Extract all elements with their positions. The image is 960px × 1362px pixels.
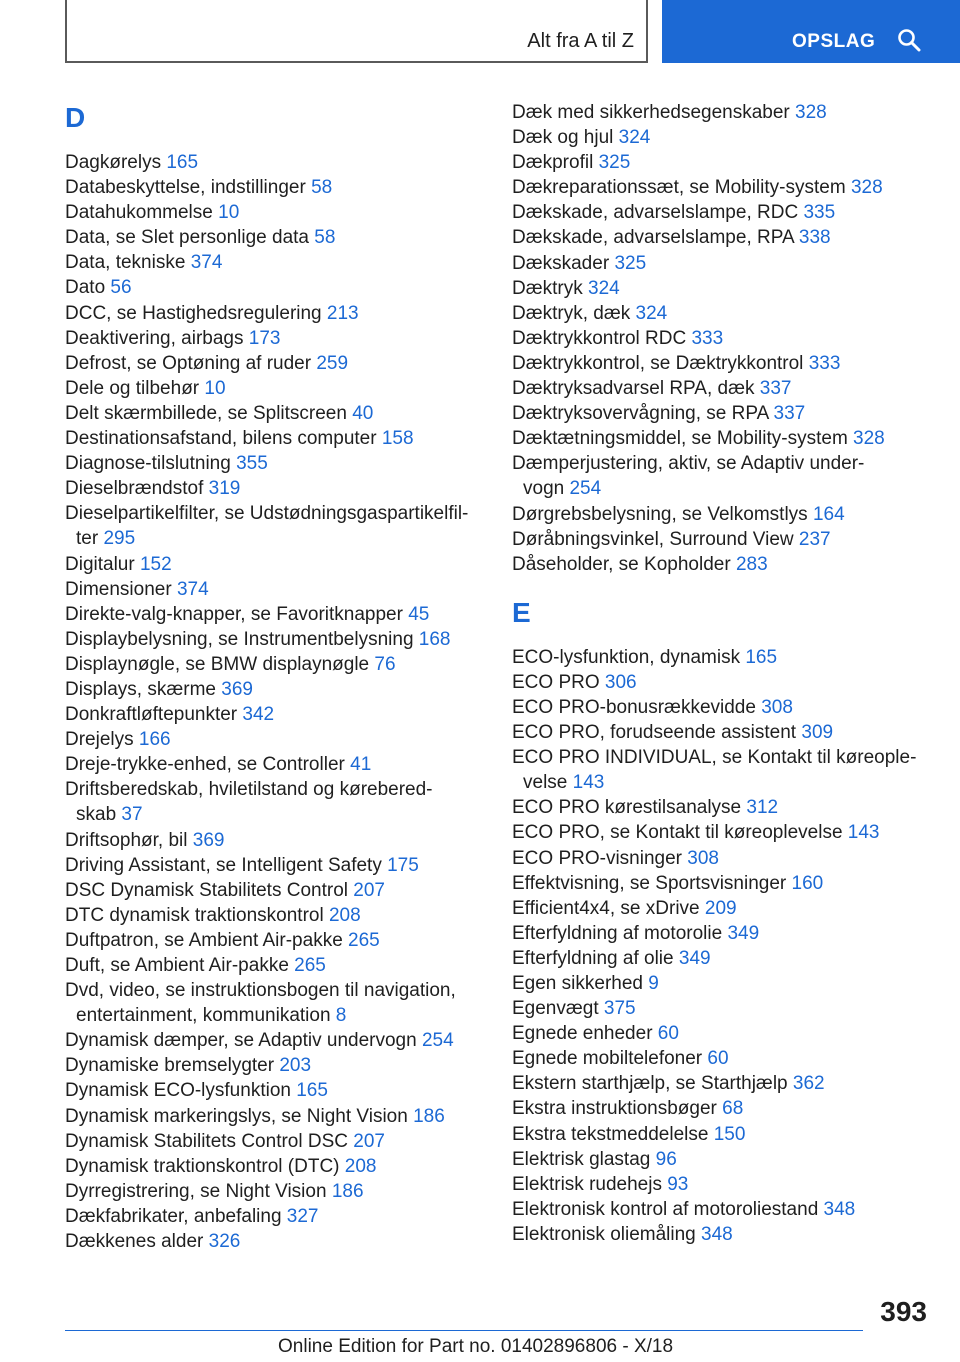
index-entry-text: Dynamisk markeringslys, se Night Vision xyxy=(65,1105,408,1127)
index-entry-page-link[interactable]: 186 xyxy=(331,1180,364,1202)
index-entry-text: ECO-lysfunktion, dynamisk xyxy=(512,646,741,668)
index-entry-page-link[interactable]: 333 xyxy=(691,327,724,349)
index-entry-page-link[interactable]: 60 xyxy=(657,1023,679,1045)
index-entry xyxy=(65,1154,485,1179)
index-entry xyxy=(65,351,485,376)
index-entry-text: Dyrregistrering, se Night Vision xyxy=(65,1180,327,1202)
index-entry-text: DSC Dynamisk Stabilitets Control xyxy=(65,879,348,901)
index-entry-text: Efficient4x4, se xDrive xyxy=(512,897,700,919)
entry-list-d xyxy=(65,150,485,1254)
index-entry-page-link[interactable]: 158 xyxy=(381,428,414,450)
index-entry xyxy=(512,1122,932,1147)
index-entry-text: Dvd, video, se instruktionsbogen til navigation, entertainment, kommunikation xyxy=(65,980,456,1027)
index-entry xyxy=(65,1053,485,1078)
index-tab-label: Alt fra A til Z xyxy=(527,30,634,52)
index-entry-text: Dæktryk, dæk xyxy=(512,302,631,324)
index-entry-page-link[interactable]: 348 xyxy=(701,1223,733,1245)
index-entry-text: Dimensioner xyxy=(65,578,172,600)
index-entry-page-link[interactable]: 56 xyxy=(110,277,132,299)
index-entry xyxy=(512,946,932,971)
index-entry xyxy=(65,928,485,953)
index-entry-text: Data, se Slet personlige data xyxy=(65,227,309,249)
index-entry-page-link[interactable]: 173 xyxy=(248,327,281,349)
index-entry xyxy=(65,275,485,300)
index-entry-text: Dørgrebsbelysning, se Velkomstlys xyxy=(512,503,808,525)
index-entry-text: ECO PRO xyxy=(512,671,600,693)
index-entry-page-link[interactable]: 369 xyxy=(192,829,225,851)
index-entry-text: Dækskade, advarselslampe, RPA xyxy=(512,227,794,249)
search-icon xyxy=(897,28,921,52)
index-entry-text: Effektvisning, se Sportsvisninger xyxy=(512,872,787,894)
index-entry-text: Dåseholder, se Kopholder xyxy=(512,553,731,575)
index-entry xyxy=(512,996,932,1021)
index-entry xyxy=(65,200,485,225)
index-entry-text: Egen sikkerhed xyxy=(512,973,643,994)
index-entry-text: Digitalur xyxy=(65,553,135,575)
index-entry-page-link[interactable]: 349 xyxy=(678,947,711,969)
index-entry-page-link[interactable]: 374 xyxy=(190,252,223,274)
section-letter-e: E xyxy=(512,596,531,628)
index-entry-text: Dæk og hjul xyxy=(512,127,614,149)
index-entry xyxy=(512,251,932,276)
index-entry-page-link[interactable]: 337 xyxy=(759,378,792,400)
index-entry xyxy=(512,552,932,577)
index-entry-page-link[interactable]: 40 xyxy=(352,402,374,424)
index-entry xyxy=(65,175,485,200)
index-entry-page-link[interactable]: 164 xyxy=(812,503,845,525)
index-entry xyxy=(512,1197,932,1222)
index-entry-page-link[interactable]: 326 xyxy=(208,1231,241,1253)
index-entry xyxy=(512,971,932,996)
index-entry xyxy=(512,351,932,376)
index-entry xyxy=(512,276,932,301)
index-entry-text: Databeskyttelse, indstillinger xyxy=(65,177,306,199)
index-entry-page-link[interactable]: 37 xyxy=(121,804,143,826)
index-entry-text: Elektrisk rudehejs xyxy=(512,1173,662,1195)
index-entry-page-link[interactable]: 374 xyxy=(176,578,209,600)
index-entry-text: Ekstra tekstmeddelelse xyxy=(512,1123,709,1145)
index-entry xyxy=(512,720,932,745)
index-entry-text: Dæk med sikkerhedsegenskaber xyxy=(512,102,790,123)
index-entry-page-link[interactable]: 45 xyxy=(408,603,430,625)
page-number: 393 xyxy=(880,1296,927,1327)
index-entry-page-link[interactable]: 175 xyxy=(387,854,419,876)
index-entry-page-link[interactable]: 324 xyxy=(588,277,620,299)
index-entry-text: ECO PRO, forudseende assistent xyxy=(512,722,797,744)
index-entry-text: Ekstra instruktionsbøger xyxy=(512,1098,717,1120)
index-entry-page-link[interactable]: 93 xyxy=(667,1173,689,1195)
index-entry-page-link[interactable]: 283 xyxy=(735,553,768,575)
index-entry-page-link[interactable]: 213 xyxy=(326,302,359,324)
index-entry-text: Dæktrykkontrol, se Dæktrykkontrol xyxy=(512,352,804,374)
index-entry xyxy=(65,602,485,627)
index-entry-page-link[interactable]: 328 xyxy=(853,428,885,450)
index-entry-page-link[interactable]: 76 xyxy=(374,653,396,675)
index-entry xyxy=(512,1096,932,1121)
index-entry xyxy=(65,376,485,401)
index-entry xyxy=(65,1078,485,1103)
index-entry xyxy=(65,476,485,501)
index-entry-text: Dieselpartikelfilter, se Udstødningsgaspartikelfil‐ ter xyxy=(65,503,469,550)
index-entry-text: Diagnose-tilslutning xyxy=(65,453,231,475)
index-entry-text: Dæktryk xyxy=(512,277,583,299)
index-entry-text: Efterfyldning af motorolie xyxy=(512,922,723,944)
index-entry-page-link[interactable]: 58 xyxy=(311,177,333,199)
index-entry xyxy=(512,426,932,451)
index-entry-page-link[interactable]: 337 xyxy=(773,403,806,425)
index-entry-text: Dato xyxy=(65,277,106,299)
index-entry-page-link[interactable]: 96 xyxy=(655,1148,677,1170)
index-entry xyxy=(512,401,932,426)
index-entry-text: Dele og tilbehør xyxy=(65,377,200,399)
index-entry-page-link[interactable]: 152 xyxy=(139,553,172,575)
index-entry xyxy=(65,552,485,577)
index-entry-text: Egenvægt xyxy=(512,998,599,1020)
index-entry xyxy=(65,853,485,878)
index-entry-text: Direkte-valg-knapper, se Favoritknapper xyxy=(65,603,403,625)
index-entry-text: Driving Assistant, se Intelligent Safety xyxy=(65,854,382,876)
index-entry xyxy=(512,1172,932,1197)
index-entry-text: Dæktryksovervågning, se RPA xyxy=(512,403,769,425)
index-entry xyxy=(512,846,932,871)
index-entry xyxy=(512,645,932,670)
index-entry-text: Elektronisk kontrol af motoroliestand xyxy=(512,1198,819,1220)
index-entry-page-link[interactable]: 166 xyxy=(138,729,171,751)
index-entry xyxy=(512,100,932,125)
index-entry-page-link[interactable]: 10 xyxy=(218,202,240,224)
index-entry-text: Dieselbrændstof xyxy=(65,478,204,500)
index-entry xyxy=(512,301,932,326)
index-entry-page-link[interactable]: 325 xyxy=(614,252,647,274)
index-entry xyxy=(65,426,485,451)
index-entry xyxy=(65,451,485,476)
index-entry-page-link[interactable]: 306 xyxy=(604,671,637,693)
index-entry xyxy=(65,1104,485,1129)
index-entry xyxy=(65,1129,485,1154)
index-entry-text: Dæktryksadvarsel RPA, dæk xyxy=(512,378,755,400)
index-entry-page-link[interactable]: 328 xyxy=(850,177,883,199)
index-entry xyxy=(65,953,485,978)
index-entry-page-link[interactable]: 342 xyxy=(242,704,275,726)
index-entry xyxy=(65,978,485,1028)
index-entry-page-link[interactable]: 328 xyxy=(795,102,827,123)
index-entry-text: Dynamisk ECO-lysfunktion xyxy=(65,1080,291,1102)
index-entry xyxy=(65,627,485,652)
index-entry xyxy=(512,175,932,200)
index-entry-page-link[interactable]: 338 xyxy=(798,227,831,249)
index-entry-page-link[interactable]: 309 xyxy=(801,722,834,744)
index-entry-page-link[interactable]: 203 xyxy=(279,1055,312,1077)
index-entry xyxy=(512,896,932,921)
index-entry-text: Drejelys xyxy=(65,729,134,751)
index-entry-page-link[interactable]: 150 xyxy=(713,1123,746,1145)
index-entry-page-link[interactable]: 348 xyxy=(823,1198,856,1220)
index-entry-text: Dækfabrikater, anbefaling xyxy=(65,1205,282,1227)
index-entry xyxy=(512,1046,932,1071)
index-entry-text: Datahukommelse xyxy=(65,202,213,224)
index-entry-text: Dynamisk Stabilitets Control DSC xyxy=(65,1130,348,1152)
index-entry xyxy=(512,200,932,225)
index-entry-page-link[interactable]: 209 xyxy=(704,897,737,919)
index-entry-page-link[interactable]: 9 xyxy=(648,973,659,994)
index-entry-text: ECO PRO kørestilsanalyse xyxy=(512,797,742,819)
index-tab[interactable] xyxy=(65,0,648,63)
index-entry-text: Displaybelysning, se Instrumentbelysning xyxy=(65,628,414,650)
index-entry-text: Driftsberedskab, hviletilstand og kørebered‐ skab xyxy=(65,779,433,826)
index-entry xyxy=(512,1071,932,1096)
index-entry-page-link[interactable]: 41 xyxy=(350,754,372,776)
index-entry-page-link[interactable]: 369 xyxy=(221,678,253,700)
index-entry-page-link[interactable]: 265 xyxy=(294,955,326,976)
index-entry xyxy=(65,401,485,426)
index-entry xyxy=(65,501,485,551)
index-entry-page-link[interactable]: 60 xyxy=(707,1048,729,1070)
index-entry xyxy=(65,150,485,175)
index-entry xyxy=(512,921,932,946)
index-entry xyxy=(65,878,485,903)
index-entry xyxy=(65,903,485,928)
index-entry xyxy=(512,225,932,250)
index-entry-text: Efterfyldning af olie xyxy=(512,947,674,969)
index-entry-text: ECO PRO-visninger xyxy=(512,847,682,869)
index-entry-page-link[interactable]: 143 xyxy=(847,822,880,844)
footer-divider xyxy=(65,1330,863,1331)
index-entry-page-link[interactable]: 160 xyxy=(791,872,824,894)
index-entry-page-link[interactable]: 254 xyxy=(421,1030,454,1052)
index-entry xyxy=(65,702,485,727)
index-entry xyxy=(512,1021,932,1046)
index-entry-text: Dækskade, advarselslampe, RDC xyxy=(512,202,799,224)
index-entry-page-link[interactable]: 295 xyxy=(103,528,136,550)
index-entry-text: Egnede mobiltelefoner xyxy=(512,1048,703,1070)
index-entry-text: Dækskader xyxy=(512,252,610,274)
index-entry-text: Donkraftløftepunkter xyxy=(65,704,238,726)
index-entry-page-link[interactable]: 325 xyxy=(598,152,631,174)
index-entry-text: DCC, se Hastighedsregulering xyxy=(65,302,322,324)
index-entry xyxy=(512,695,932,720)
index-column-left xyxy=(65,100,485,1254)
index-entry-text: Elektronisk oliemåling xyxy=(512,1223,696,1245)
index-entry xyxy=(512,795,932,820)
index-entry-page-link[interactable]: 165 xyxy=(745,646,778,668)
index-entry xyxy=(65,828,485,853)
index-entry-text: Displays, skærme xyxy=(65,678,216,700)
index-entry xyxy=(512,376,932,401)
index-entry-page-link[interactable]: 333 xyxy=(808,352,841,374)
index-entry-text: ECO PRO, se Kontakt til køreoplevelse xyxy=(512,822,843,844)
index-entry-page-link[interactable]: 186 xyxy=(413,1105,445,1127)
index-entry-page-link[interactable]: 68 xyxy=(722,1098,744,1120)
index-entry-page-link[interactable]: 207 xyxy=(353,1130,385,1152)
index-entry-page-link[interactable]: 335 xyxy=(803,202,836,224)
index-entry xyxy=(65,652,485,677)
index-entry xyxy=(65,250,485,275)
index-entry xyxy=(65,677,485,702)
index-entry-page-link[interactable]: 362 xyxy=(792,1073,825,1095)
index-entry-text: Elektrisk glastag xyxy=(512,1148,651,1170)
index-entry-page-link[interactable]: 355 xyxy=(236,453,268,475)
search-button[interactable] xyxy=(662,0,960,63)
index-entry-text: Dagkørelys xyxy=(65,152,162,173)
entry-list-d-continued xyxy=(512,100,932,577)
index-entry-text: Duft, se Ambient Air-pakke xyxy=(65,955,289,976)
index-entry-text: Defrost, se Optøning af ruder xyxy=(65,352,312,374)
index-entry-page-link[interactable]: 237 xyxy=(798,528,831,550)
entry-list-e xyxy=(512,645,932,1247)
index-entry-page-link[interactable]: 327 xyxy=(286,1205,319,1227)
index-entry xyxy=(512,1222,932,1247)
index-entry-page-link[interactable]: 308 xyxy=(687,847,719,869)
index-entry-text: ECO PRO-bonusrækkevidde xyxy=(512,696,756,718)
index-entry xyxy=(512,820,932,845)
index-entry-text: Dæktrykkontrol RDC xyxy=(512,327,687,349)
index-entry-text: Driftsophør, bil xyxy=(65,829,188,851)
index-entry xyxy=(512,451,932,501)
index-entry xyxy=(65,752,485,777)
index-entry xyxy=(512,502,932,527)
index-entry xyxy=(65,577,485,602)
index-entry-text: Dækprofil xyxy=(512,152,594,174)
index-entry-page-link[interactable]: 324 xyxy=(618,127,651,149)
index-entry-text: Data, tekniske xyxy=(65,252,186,274)
index-entry-text: Duftpatron, se Ambient Air-pakke xyxy=(65,929,343,951)
index-entry-page-link[interactable]: 265 xyxy=(348,929,380,951)
index-entry-text: Egnede enheder xyxy=(512,1023,653,1045)
index-entry-text: Dynamisk dæmper, se Adaptiv undervogn xyxy=(65,1030,417,1052)
index-entry xyxy=(512,527,932,552)
index-entry-text: Dreje-trykke-enhed, se Controller xyxy=(65,754,345,776)
index-entry-text: Displaynøgle, se BMW displaynøgle xyxy=(65,653,370,675)
index-entry xyxy=(512,871,932,896)
index-entry-page-link[interactable]: 207 xyxy=(353,879,385,901)
index-entry-page-link[interactable]: 375 xyxy=(603,998,636,1020)
index-entry-text: Destinationsafstand, bilens computer xyxy=(65,428,377,450)
index-entry-page-link[interactable]: 208 xyxy=(328,904,361,926)
index-entry-page-link[interactable]: 143 xyxy=(572,772,605,794)
index-entry xyxy=(65,1179,485,1204)
index-entry xyxy=(512,326,932,351)
index-entry xyxy=(65,777,485,827)
index-entry xyxy=(65,1204,485,1229)
index-entry-text: DTC dynamisk traktionskontrol xyxy=(65,904,324,926)
index-entry-page-link[interactable]: 254 xyxy=(569,478,602,500)
index-entry-text: Ekstern starthjælp, se Starthjælp xyxy=(512,1073,788,1095)
index-entry-page-link[interactable]: 208 xyxy=(344,1155,377,1177)
index-entry-page-link[interactable]: 58 xyxy=(314,227,336,249)
index-entry-text: Dækkenes alder xyxy=(65,1231,204,1253)
index-entry-page-link[interactable]: 312 xyxy=(746,797,779,819)
section-letter-d: D xyxy=(65,102,86,133)
index-entry-page-link[interactable]: 349 xyxy=(727,922,760,944)
index-entry-page-link[interactable]: 168 xyxy=(418,628,451,650)
index-entry xyxy=(65,1229,485,1254)
index-entry xyxy=(65,326,485,351)
index-entry-page-link[interactable]: 8 xyxy=(335,1005,347,1027)
index-entry xyxy=(512,670,932,695)
index-entry xyxy=(65,301,485,326)
index-entry xyxy=(65,1028,485,1053)
index-entry xyxy=(512,1147,932,1172)
index-entry-text: Dækreparationssæt, se Mobility-system xyxy=(512,177,846,199)
index-entry-page-link[interactable]: 324 xyxy=(635,302,668,324)
index-entry-text: Dynamisk traktionskontrol (DTC) xyxy=(65,1155,340,1177)
index-entry xyxy=(512,150,932,175)
index-entry xyxy=(65,727,485,752)
index-entry-page-link[interactable]: 165 xyxy=(166,152,199,173)
index-entry-page-link[interactable]: 319 xyxy=(208,478,241,500)
index-entry xyxy=(512,745,932,795)
index-entry-text: Delt skærmbillede, se Splitscreen xyxy=(65,402,347,424)
index-entry-text: Dynamiske bremselygter xyxy=(65,1055,275,1077)
search-label: OPSLAG xyxy=(792,31,876,52)
index-entry xyxy=(512,125,932,150)
index-entry xyxy=(65,225,485,250)
index-entry-page-link[interactable]: 10 xyxy=(204,377,226,399)
footer-edition-text: Online Edition for Part no. 01402896806 - X/18 xyxy=(278,1336,674,1357)
index-entry-text: Dæktætningsmiddel, se Mobility-system xyxy=(512,428,848,450)
index-entry-text: Døråbningsvinkel, Surround View xyxy=(512,528,794,550)
index-entry-text: ECO PRO INDIVIDUAL, se Kontakt til køreople‐ velse xyxy=(512,747,917,794)
index-entry-text: Dæmperjustering, aktiv, se Adaptiv under‐ vogn xyxy=(512,453,865,500)
index-entry-text: Deaktivering, airbags xyxy=(65,327,244,349)
index-column-right xyxy=(512,100,932,1247)
index-entry-page-link[interactable]: 308 xyxy=(761,696,793,718)
index-entry-page-link[interactable]: 259 xyxy=(316,352,349,374)
index-entry-page-link[interactable]: 165 xyxy=(296,1080,328,1102)
